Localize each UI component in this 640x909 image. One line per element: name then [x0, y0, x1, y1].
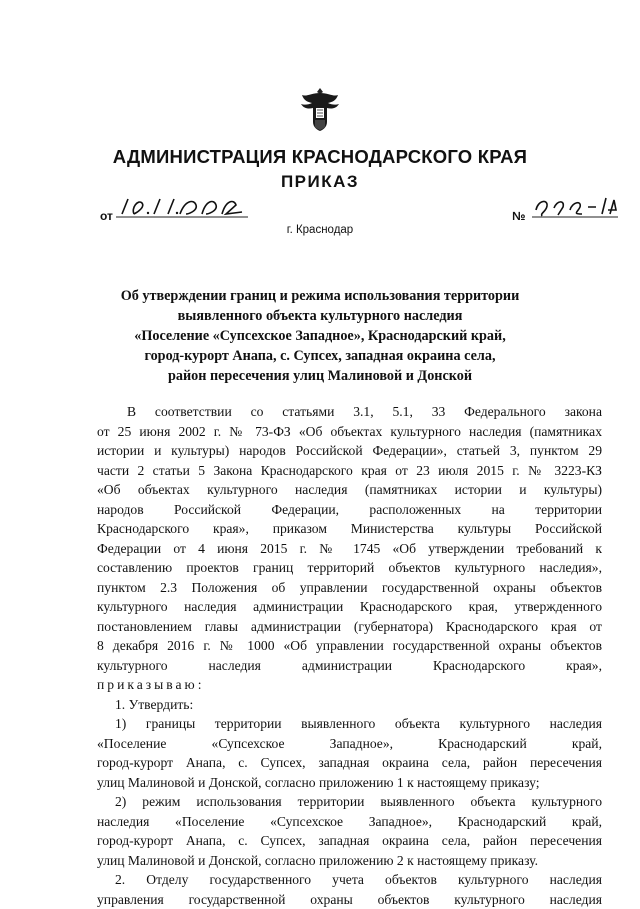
body-line: «Поселение «Супсехское Западное», Краснодарский край, [97, 734, 602, 754]
coat-of-arms-icon [298, 86, 342, 132]
document-body [97, 402, 602, 909]
body-line: улиц Малиновой и Донской, согласно приложению 2 к настоящему приказу. [97, 851, 602, 871]
body-line: 1. Утвердить: [97, 695, 602, 715]
body-line: Краснодарского края», приказом Министерства культуры Российской [97, 519, 602, 539]
number-label: № [512, 209, 525, 223]
body-line: части 2 статьи 5 Закона Краснодарского края от 23 июля 2015 г. № 3223-КЗ [97, 461, 602, 481]
body-line: управления государственной охраны объектов культурного наследия [97, 890, 602, 909]
body-line: «Об объектах культурного наследия (памятниках истории и культуры) [97, 480, 602, 500]
body-line-order-word: приказываю: [97, 675, 602, 695]
title-line: выявленного объекта культурного наследия [60, 306, 580, 326]
handwritten-number [530, 190, 620, 224]
document-title [60, 286, 580, 386]
organization-name: АДМИНИСТРАЦИЯ КРАСНОДАРСКОГО КРАЯ [0, 146, 640, 168]
body-line: пунктом 2.3 Положения об управлении государственной охраны объектов [97, 578, 602, 598]
title-line: район пересечения улиц Малиновой и Донской [60, 366, 580, 386]
city: г. Краснодар [0, 224, 640, 236]
body-line: 8 декабря 2016 г. № 1000 «Об управлении государственной охраны объектов [97, 636, 602, 656]
body-line: культурного наследия администрации Краснодарского края, утвержденного [97, 597, 602, 617]
body-line: народов Российской Федерации, расположенных на территории [97, 500, 602, 520]
body-line: 1) границы территории выявленного объекта культурного наследия [97, 714, 602, 734]
document-type: ПРИКАЗ [0, 172, 640, 192]
title-line: город-курорт Анапа, с. Супсех, западная окраина села, [60, 346, 580, 366]
body-line: В соответствии со статьями 3.1, 5.1, 33 Федерального закона [97, 402, 602, 422]
body-line: 2. Отделу государственного учета объектов культурного наследия [97, 870, 602, 890]
body-line: улиц Малиновой и Донской, согласно приложению 1 к настоящему приказу; [97, 773, 602, 793]
body-line: истории и культуры) народов Российской Федерации», статьей 3, пунктом 29 [97, 441, 602, 461]
body-line: 2) режим использования территории выявленного объекта культурного [97, 792, 602, 812]
body-line: культурного наследия администрации Краснодарского края», [97, 656, 602, 676]
body-line: город-курорт Анапа, с. Супсех, западная окраина села, район пересечения [97, 753, 602, 773]
title-line: Об утверждении границ и режима использования территории [60, 286, 580, 306]
body-line: наследия «Поселение «Супсехское Западное», Краснодарский край, [97, 812, 602, 832]
date-label: от [100, 209, 113, 223]
title-line: «Поселение «Супсехское Западное», Краснодарский край, [60, 326, 580, 346]
handwritten-date [114, 190, 250, 224]
body-line: составлению проектов границ территорий объектов культурного наследия», [97, 558, 602, 578]
body-line: постановлением главы администрации (губернатора) Краснодарского края от [97, 617, 602, 637]
body-line: город-курорт Анапа, с. Супсех, западная окраина села, район пересечения [97, 831, 602, 851]
body-line: от 25 июня 2002 г. № 73-ФЗ «Об объектах культурного наследия (памятниках [97, 422, 602, 442]
body-line: Федерации от 4 июня 2015 г. № 1745 «Об утверждении требований к [97, 539, 602, 559]
